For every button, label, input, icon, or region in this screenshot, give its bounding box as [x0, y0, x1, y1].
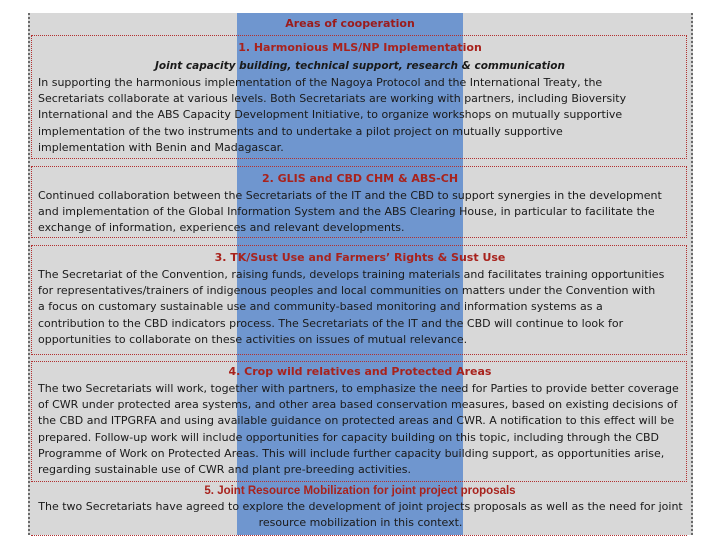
section-1-text: In supporting the harmonious implementation of the Nagoya Protocol and the International Treaty, the Secretariats collaborate at various levels. Both Secretariats are working with partners, including Bioversity International and the ABS Capacity Development Initiative, to organize workshops on mutually supportive implementation of the two instruments and to undertake a pilot project on mutually supportive implementation with Benin and Madagascar.	[38, 76, 627, 154]
section-1-title: 1. Harmonious MLS/NP Implementation	[238, 41, 482, 54]
section-5-title: 5. Joint Resource Mobilization for joint project proposals	[204, 485, 516, 497]
section-3-title: 3. TK/Sust Use and Farmers’ Rights & Sust Use	[214, 251, 506, 264]
section-5-text: The two Secretariats have agreed to explore the development of joint projects proposals as well as the need for joint resource mobilization in this context.	[38, 500, 683, 530]
section-2-title: 2. GLIS and CBD CHM & ABS-CH	[261, 172, 459, 185]
section-4-text: The two Secretariats will work, together with partners, to emphasize the need for Parties to provide better coverage of CWR under protected area systems, and other area based conservation measures, based on existing decisions of the CBD and ITPGRFA and using available guidance on protected areas and CWR. A notification to this effect will be prepared. Follow-up work will include opportunities for capacity building on this topic, including through the CBD Programme of Work on Protected Areas. This will include further capacity building support, as opportunities arise, regarding sustainable use of CWR and plant pre-breeding activities.	[38, 382, 679, 477]
section-4-title: 4. Crop wild relatives and Protected Areas	[228, 365, 492, 378]
page-header: Areas of cooperation	[285, 17, 415, 30]
section-3-text: The Secretariat of the Convention, raising funds, develops training materials and facilitates training opportunities for representatives/trainers of indigenous peoples and local communities on matters under the Convention with a focus on customary sustainable use and community-based monitoring and information systems as a contribution to the CBD indicators process. The Secretariats of the IT and the CBD will continue to look for opportunities to collaborate on these activities on issues of mutual relevance.	[38, 268, 665, 346]
bottom-divider	[31, 535, 687, 536]
section-1-subtitle: Joint capacity building, technical support, research & communication	[155, 60, 565, 72]
section-2-text: Continued collaboration between the Secretariats of the IT and the CBD to support synergies in the development and implementation of the Global Information System and the ABS Clearing House, in particular to facilitate the exchange of information, experiences and relevant developments.	[38, 189, 662, 235]
